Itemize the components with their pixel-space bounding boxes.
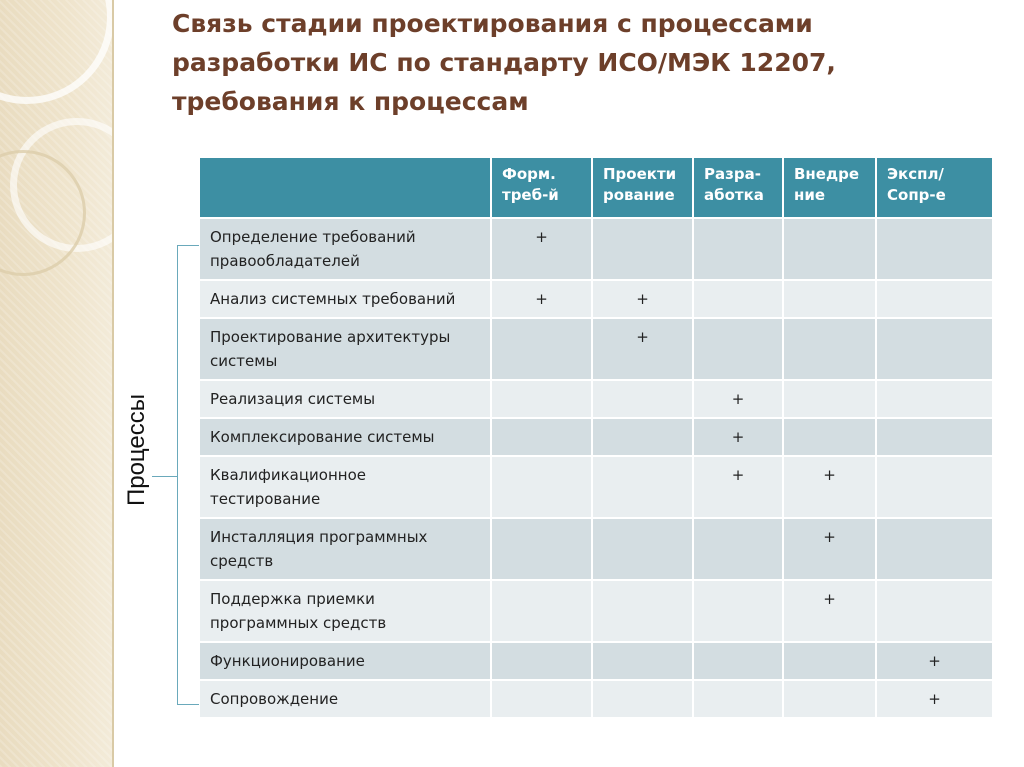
- table-row: [200, 456, 993, 518]
- process-name-cell: Проектирование архитектуры системы: [200, 318, 491, 380]
- header-cell-process: [200, 158, 491, 218]
- stage-mark-cell: [783, 418, 876, 456]
- stage-mark-cell: [592, 456, 693, 518]
- stage-mark-cell: [491, 456, 592, 518]
- stage-mark-cell: [783, 318, 876, 380]
- decorative-side-band: [0, 0, 112, 767]
- header-cell-stage: Разра- аботка: [693, 158, 783, 218]
- stage-mark-cell: +: [592, 318, 693, 380]
- stage-mark-cell: +: [693, 456, 783, 518]
- table-row: [200, 418, 993, 456]
- stage-mark-cell: [592, 680, 693, 718]
- process-name-cell: Реализация системы: [200, 380, 491, 418]
- stage-mark-cell: +: [876, 642, 993, 680]
- process-name-cell: Анализ системных требований: [200, 280, 491, 318]
- stage-mark-cell: [693, 318, 783, 380]
- slide-title: [172, 4, 992, 121]
- brace-bottom-tick: [177, 704, 199, 705]
- stage-mark-cell: [783, 680, 876, 718]
- stage-mark-cell: [491, 580, 592, 642]
- stage-mark-cell: [592, 580, 693, 642]
- header-cell-stage: Проекти рование: [592, 158, 693, 218]
- table-header-row: [200, 158, 993, 218]
- header-cell-stage: Внедре ние: [783, 158, 876, 218]
- header-cell-stage: Экспл/ Сопр-е: [876, 158, 993, 218]
- stage-mark-cell: [592, 218, 693, 280]
- stage-mark-cell: +: [876, 680, 993, 718]
- stage-mark-cell: [592, 418, 693, 456]
- table-row: [200, 280, 993, 318]
- brace-top-tick: [177, 245, 199, 246]
- stage-mark-cell: +: [592, 280, 693, 318]
- stage-mark-cell: +: [491, 280, 592, 318]
- process-name-cell: Комплексирование системы: [200, 418, 491, 456]
- stage-mark-cell: +: [491, 218, 592, 280]
- band-texture: [0, 0, 112, 767]
- stage-mark-cell: +: [783, 518, 876, 580]
- side-label-text: Процессы: [123, 393, 150, 507]
- table-row: [200, 580, 993, 642]
- process-name-cell: Функционирование: [200, 642, 491, 680]
- stage-mark-cell: [592, 642, 693, 680]
- process-stage-table: [200, 158, 994, 719]
- stage-mark-cell: [876, 318, 993, 380]
- brace-middle-tick: [152, 476, 177, 477]
- stage-mark-cell: [592, 380, 693, 418]
- stage-mark-cell: [783, 280, 876, 318]
- process-name-cell: Поддержка приемки программных средств: [200, 580, 491, 642]
- stage-mark-cell: [693, 580, 783, 642]
- stage-mark-cell: [491, 518, 592, 580]
- stage-mark-cell: [876, 518, 993, 580]
- stage-mark-cell: [876, 280, 993, 318]
- stage-mark-cell: [491, 680, 592, 718]
- table-row: [200, 642, 993, 680]
- stage-mark-cell: [693, 218, 783, 280]
- stage-mark-cell: [491, 642, 592, 680]
- table-row: [200, 380, 993, 418]
- stage-mark-cell: [876, 580, 993, 642]
- stage-mark-cell: [876, 218, 993, 280]
- stage-mark-cell: +: [693, 380, 783, 418]
- stage-mark-cell: [783, 218, 876, 280]
- title-line: Связь стадии проектирования с процессами: [172, 9, 813, 38]
- stage-mark-cell: [693, 680, 783, 718]
- stage-mark-cell: [876, 380, 993, 418]
- brace-vertical-line: [177, 245, 178, 704]
- stage-mark-cell: [693, 518, 783, 580]
- table-row: [200, 318, 993, 380]
- processes-side-label: [112, 380, 162, 520]
- stage-mark-cell: +: [783, 456, 876, 518]
- stage-mark-cell: [876, 418, 993, 456]
- table-row: [200, 218, 993, 280]
- stage-mark-cell: [491, 418, 592, 456]
- header-cell-stage: Форм. треб-й: [491, 158, 592, 218]
- process-name-cell: Сопровождение: [200, 680, 491, 718]
- title-line: разработки ИС по стандарту ИСО/МЭК 12207,: [172, 48, 836, 77]
- stage-mark-cell: [491, 318, 592, 380]
- process-name-cell: Квалификационное тестирование: [200, 456, 491, 518]
- table-body: [200, 218, 993, 718]
- process-name-cell: Определение требований правообладателей: [200, 218, 491, 280]
- table-row: [200, 518, 993, 580]
- title-line: требования к процессам: [172, 87, 529, 116]
- stage-mark-cell: +: [693, 418, 783, 456]
- table-row: [200, 680, 993, 718]
- stage-mark-cell: [876, 456, 993, 518]
- stage-mark-cell: [783, 380, 876, 418]
- stage-mark-cell: +: [783, 580, 876, 642]
- process-name-cell: Инсталляция программных средств: [200, 518, 491, 580]
- stage-mark-cell: [693, 642, 783, 680]
- stage-mark-cell: [693, 280, 783, 318]
- stage-mark-cell: [592, 518, 693, 580]
- stage-mark-cell: [491, 380, 592, 418]
- stage-mark-cell: [783, 642, 876, 680]
